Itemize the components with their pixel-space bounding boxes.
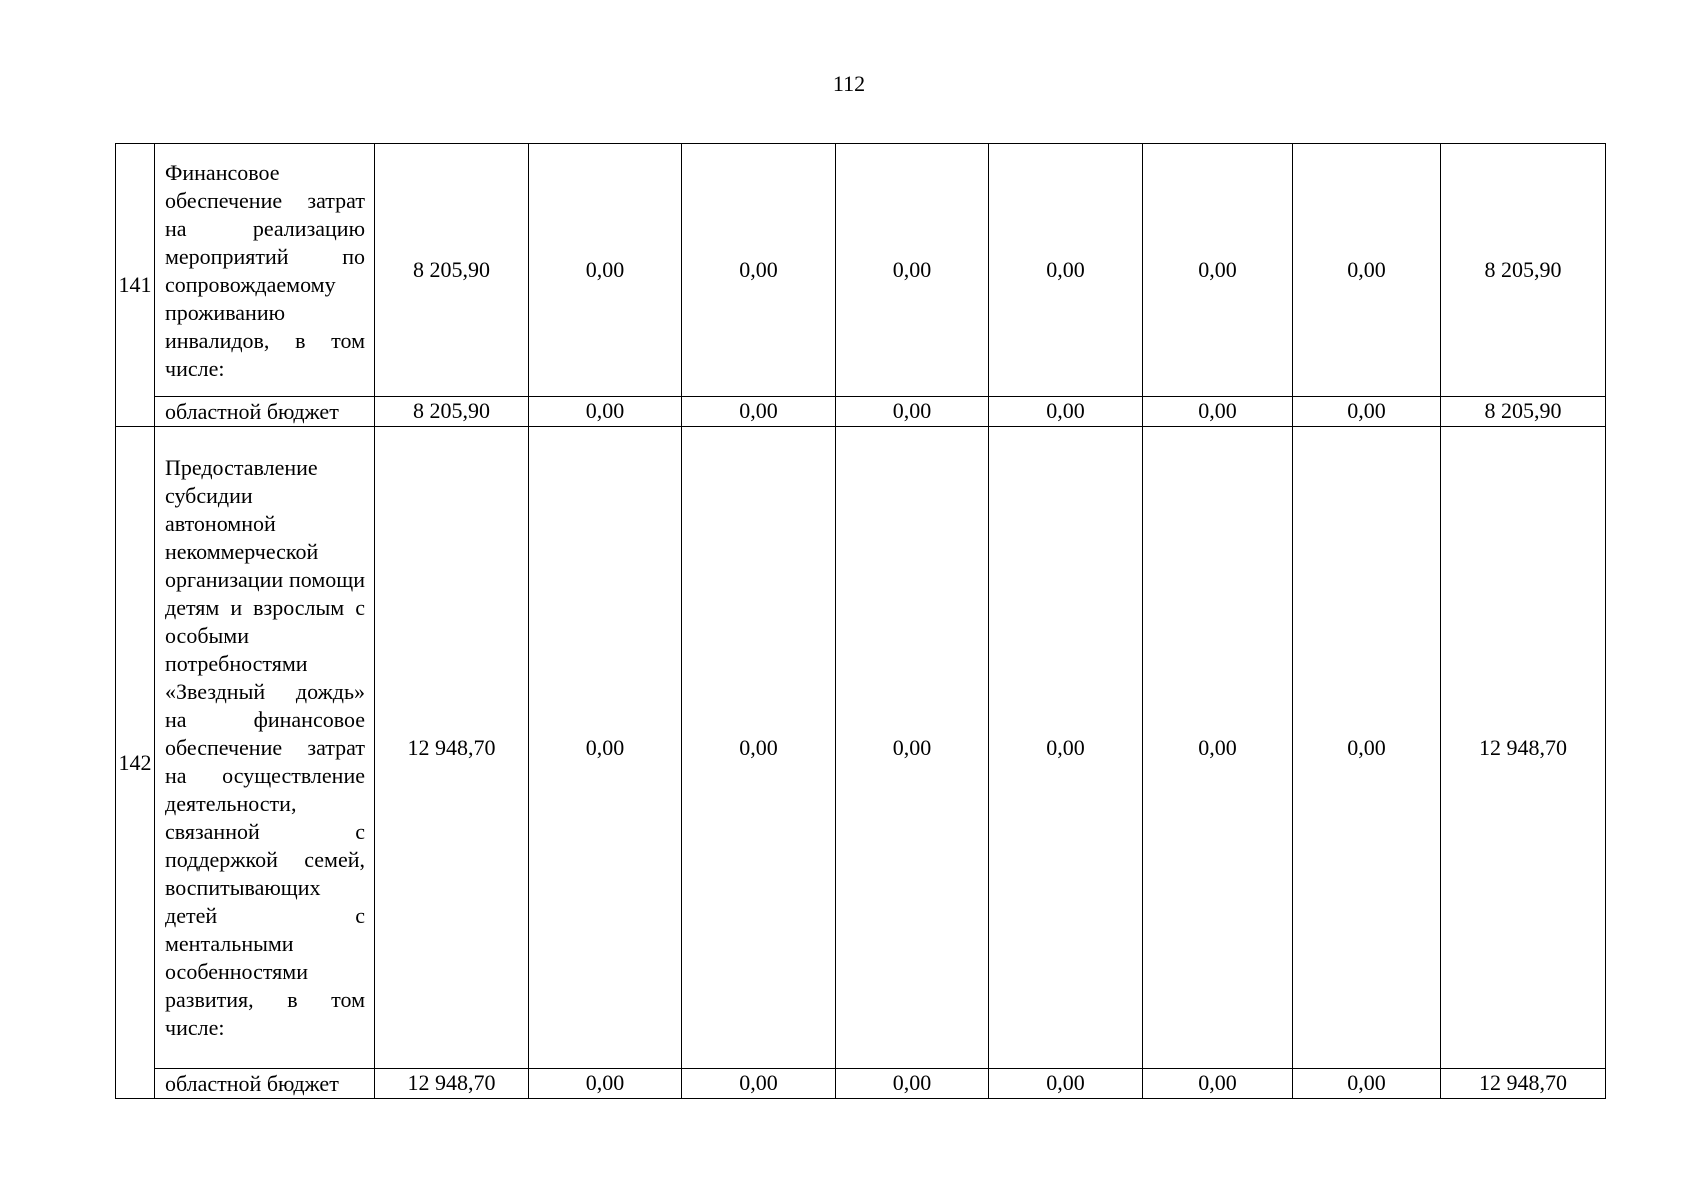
row-number (116, 144, 155, 427)
subrow-value: 0,00 (1143, 397, 1293, 427)
subrow-value: 0,00 (529, 397, 682, 427)
value-cell: 0,00 (989, 144, 1143, 397)
value-cell: 12 948,70 (375, 427, 529, 1069)
subrow-value: 0,00 (682, 397, 836, 427)
subrow-value: 0,00 (836, 397, 989, 427)
value-cell: 8 205,90 (375, 144, 529, 397)
subrow-label: областной бюджет (155, 397, 375, 427)
value-cell: 0,00 (529, 427, 682, 1069)
subrow-value: 0,00 (1293, 397, 1441, 427)
row-description: Предоставление субсидии автономной некоммерческой организации помощи детям и взрослым с особыми потребностями «Звездный дождь» на финансовое обеспечение затрат на осуществление деятельности, связанной с поддержкой семей, воспитывающих детей с ментальными особенностями развития, в том числе: (155, 427, 375, 1069)
value-cell: 0,00 (836, 427, 989, 1069)
row-description: Финансовое обеспечение затрат на реализацию мероприятий по сопровождаемому проживанию инвалидов, в том числе: (155, 144, 375, 397)
row-number-text: 142 (118, 749, 152, 775)
subrow-value: 8 205,90 (1441, 397, 1606, 427)
budget-table (115, 143, 1606, 1099)
subrow-value: 0,00 (989, 397, 1143, 427)
value-cell: 0,00 (1143, 427, 1293, 1069)
subrow-value: 12 948,70 (1441, 1069, 1606, 1099)
subrow-value: 0,00 (836, 1069, 989, 1099)
value-cell: 0,00 (1143, 144, 1293, 397)
subrow-label: областной бюджет (155, 1069, 375, 1099)
subrow-value: 0,00 (1293, 1069, 1441, 1099)
value-cell: 0,00 (682, 144, 836, 397)
table-row (116, 427, 1606, 1069)
subrow-value: 0,00 (989, 1069, 1143, 1099)
value-cell: 0,00 (529, 144, 682, 397)
subrow-value: 12 948,70 (375, 1069, 529, 1099)
row-number (116, 427, 155, 1099)
table-subrow (116, 1069, 1606, 1099)
subrow-value: 0,00 (1143, 1069, 1293, 1099)
table-subrow (116, 397, 1606, 427)
subrow-value: 0,00 (529, 1069, 682, 1099)
value-cell: 0,00 (1293, 144, 1441, 397)
value-cell: 8 205,90 (1441, 144, 1606, 397)
page-number: 112 (832, 71, 866, 96)
value-cell: 0,00 (1293, 427, 1441, 1069)
subrow-value: 0,00 (682, 1069, 836, 1099)
value-cell: 0,00 (836, 144, 989, 397)
value-cell: 0,00 (682, 427, 836, 1069)
table-row (116, 144, 1606, 397)
value-cell: 12 948,70 (1441, 427, 1606, 1069)
row-number-text: 141 (118, 272, 152, 297)
subrow-value: 8 205,90 (375, 397, 529, 427)
value-cell: 0,00 (989, 427, 1143, 1069)
